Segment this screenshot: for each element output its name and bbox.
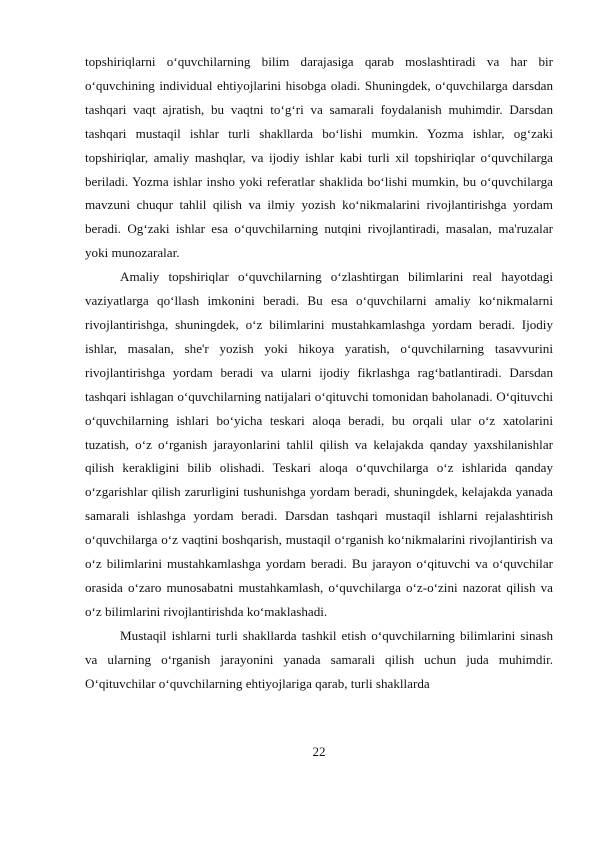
body-text [85, 50, 553, 695]
paragraph-1: topshiriqlarni o‘quvchilarning bilim darajasiga qarab moslashtiradi va har bir o‘quvchining individual ehtiyojlarini hisobga oladi. Shuningdek, o‘quvchilarga darsdan tashqari vaqt ajratish, bu vaqtni to‘g‘ri va samarali foydalanish muhimdir. Darsdan tashqari mustaqil ishlar turli shakllarda bo‘lishi mumkin. Yozma ishlar, og‘zaki topshiriqlar, amaliy mashqlar, va ijodiy ishlar kabi turli xil topshiriqlar o‘quvchilarga beriladi. Yozma ishlar insho yoki referatlar shaklida bo‘lishi mumkin, bu o‘quvchilarga mavzuni chuqur tahlil qilish va ilmiy yozish ko‘nikmalarini rivojlantirishga yordam beradi. Og‘zaki ishlar esa o‘quvchilarning nutqini rivojlantiradi, masalan, ma'ruzalar yoki munozaralar. [85, 54, 553, 261]
page-number: 22 [312, 744, 326, 759]
paragraph-2: Amaliy topshiriqlar o‘quvchilarning o‘zlashtirgan bilimlarini real hayotdagi vaziyatlarga qo‘llash imkonini beradi. Bu esa o‘quvchilarni amaliy ko‘nikmalarni rivojlantirishga, shuningdek, o‘z bilimlarini mustahkamlashga yordam beradi. Ijodiy ishlar, masalan, she'r yozish yoki hikoya yaratish, o‘quvchilarning tasavvurini rivojlantirishga yordam beradi va ularni ijodiy fikrlashga rag‘batlantiradi. Darsdan tashqari ishlagan o‘quvchilarning natijalari o‘qituvchi tomonidan baholanadi. O‘qituvchi o‘quvchilarning ishlari bo‘yicha teskari aloqa beradi, bu orqali ular o‘z xatolarini tuzatish, o‘z o‘rganish jarayonlarini tahlil qilish va kelajakda qanday yaxshilanishlar qilish kerakligini bilib olishadi. Teskari aloqa o‘quvchilarga o‘z ishlarida qanday o‘zgarishlar qilish zarurligini tushunishga yordam beradi, shuningdek, kelajakda yanada samarali ishlashga yordam beradi. Darsdan tashqari mustaqil ishlarni rejalashtirish o‘quvchilarga o‘z vaqtini boshqarish, mustaqil o‘rganish ko‘nikmalarini rivojlantirish va o‘z bilimlarini mustahkamlashga yordam beradi. Bu jarayon o‘qituvchi va o‘quvchilar orasida o‘zaro munosabatni mustahkamlash, o‘quvchilarga o‘z-o‘zini nazorat qilish va o‘z bilimlarini rivojlantirishda ko‘maklashadi. [85, 269, 553, 619]
paragraph-3: Mustaqil ishlarni turli shakllarda tashkil etish o‘quvchilarning bilimlarini sinash va ularning o‘rganish jarayonini yanada samarali qilish uchun juda muhimdir. O‘qituvchilar o‘quvchilarning ehtiyojlariga qarab, turli shakllarda [85, 627, 553, 691]
